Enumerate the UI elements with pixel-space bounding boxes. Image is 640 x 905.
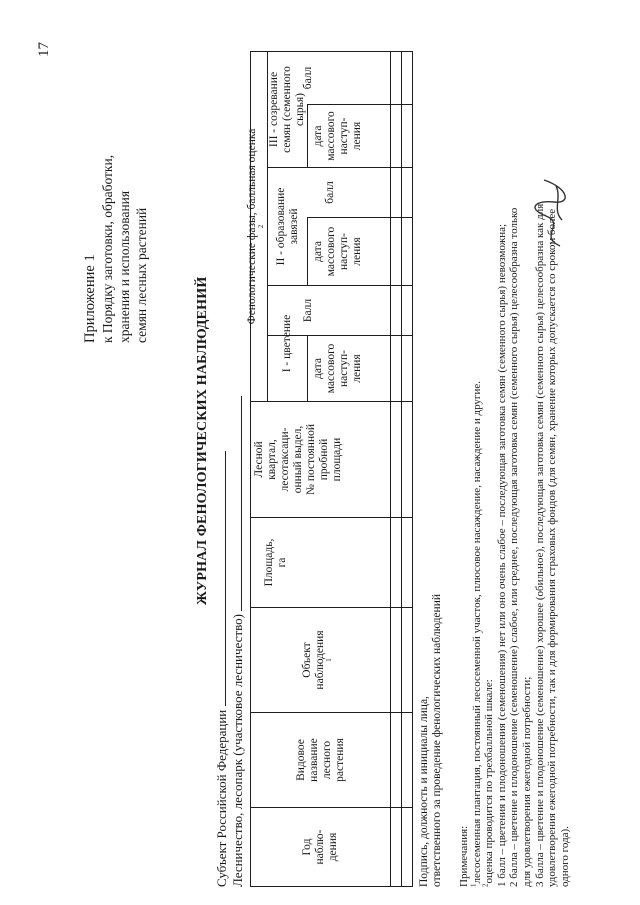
appendix-line: к Порядку заготовки, обработки, [100, 154, 115, 343]
appendix-line: семян лесных растений [134, 207, 149, 343]
phenology-table [246, 51, 413, 887]
table-border [412, 51, 413, 887]
score-3-end: одного года). [558, 826, 571, 887]
header-phase-1-score: Балл [301, 298, 314, 323]
header-object: Объект наблюдения $^1$ [301, 630, 334, 690]
header-phase-3: III - созревание семян (семенного сырья) [268, 66, 306, 153]
appendix-title: Приложение 1 [82, 254, 98, 343]
forestry-underline [229, 396, 242, 611]
header-phase-3-date: дата массового наступ- ления [312, 111, 363, 161]
score-1: 1 балл – цветения и плодоношения (семеношения) нет или оно очень слабое – последующая заготовка семян (семенного сырья) невозможна; [495, 223, 508, 887]
row-divider [390, 51, 391, 887]
header-phases: Фенологические фазы, балльная оценка $^2$ [246, 128, 266, 325]
header-quarter: Лесной квартал, лесотаксаци- онный выдел, № постоянной пробной площади [253, 423, 343, 496]
appendix-line: хранения и использования [117, 190, 132, 343]
notes-heading: Примечания: [458, 825, 470, 887]
score-3-cont: удовлетворения ежегодной потребности, так и для формирования страховых фондов (для семян, хранение которых допускается со сроком более [546, 208, 559, 887]
header-year: Год наблю- дения [301, 829, 339, 865]
subject-label: Субъект Российской Федерации [214, 709, 229, 887]
subject-underline [213, 452, 226, 707]
table-border [250, 886, 413, 887]
header-phase-2-date: дата массового наступ- ления [312, 226, 363, 277]
header-area: Площадь, га [263, 538, 288, 587]
header-phase-2: II - образование завязей [274, 187, 300, 266]
forestry-field [229, 396, 246, 887]
page-number: 17 [36, 42, 52, 57]
row-divider [401, 51, 402, 887]
header-phase-3-score: балл [301, 66, 314, 90]
note-1: $^1$лесосеменная плантация, постоянный лесосеменной участок, плюсовое насаждение, насаждение и другие. [468, 381, 483, 887]
score-2-cont: для удовлетворения ежегодной потребности; [520, 676, 533, 887]
notes-block [458, 17, 571, 887]
forestry-label: Лесничество, лесопарк (участковое лесничество) [230, 614, 245, 887]
header-phase-1-date: дата массового наступ- ления [312, 343, 363, 394]
header-phase-1: I - цветение [281, 314, 293, 373]
header-phase-2-score: балл [323, 181, 336, 204]
note-2: $^2$оценка проводится по трехбалльной шкале: [481, 679, 496, 887]
appendix-block [82, 155, 150, 343]
signature-line: Подпись, должность и инициалы лица, ответственного за проведение фенологических наблюдений [418, 593, 443, 887]
journal-title: ЖУРНАЛ ФЕНОЛОГИЧЕСКИХ НАБЛЮДЕНИЙ [195, 276, 210, 605]
subject-field [213, 452, 230, 888]
score-3: 3 балла – цветение и плодоношение (семеношение) хорошее (обильное), последующая заготовка семян (семенного сырья) целесообразна как для [533, 203, 546, 887]
score-2: 2 балла – цветение и плодоношение (семеношение) слабое, или среднее, последующая заготовка семян (семенного сырья) целесообразна только [508, 207, 521, 887]
header-species: Видовое название лесного растения [294, 738, 346, 782]
handwritten-signature-icon [532, 170, 572, 250]
